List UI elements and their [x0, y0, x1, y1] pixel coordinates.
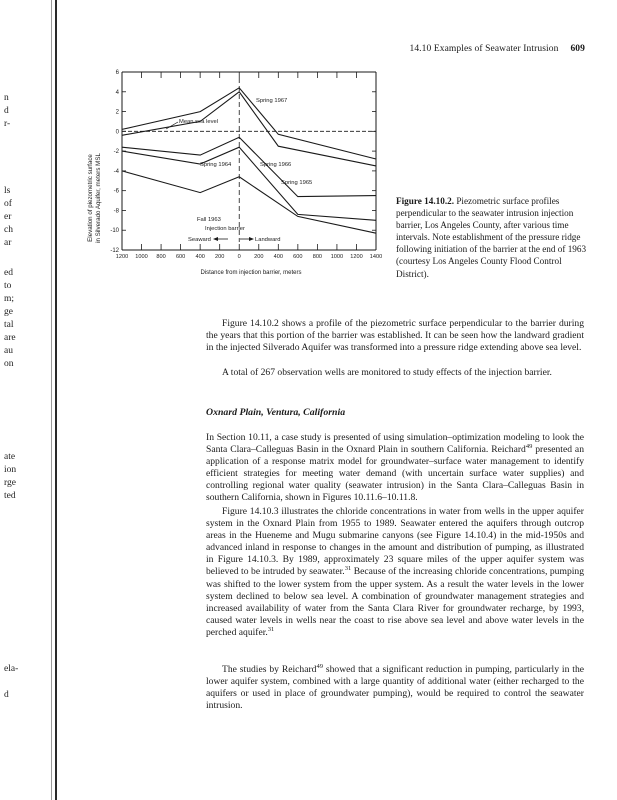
x-tick-label: 400: [195, 254, 205, 260]
facing-page-fragments-5: [4, 664, 38, 700]
fragment: ch: [4, 225, 13, 235]
fragment: ted: [4, 491, 16, 501]
caption-text: Piezometric surface profiles perpendicular to the seawater intrusion injection barrier, Los Angeles County, after various time intervals. Note establishment of the pressure ridge following initiation of the barrier at the end of 1963 (courtesy Los Angeles County Flood Control District).: [396, 196, 587, 279]
paragraph-text: In Section 10.11, a case study is presented of using simulation–optimization modeling to look the Santa Clara–Calleguas Basin in the Oxnard Plain in southern California. Reichard: [206, 432, 584, 456]
figure-caption: [396, 195, 591, 280]
series-layer: [122, 88, 376, 233]
y-tick-label: -6: [113, 188, 119, 195]
fragment: r-: [4, 119, 11, 129]
reference-superscript: 49: [525, 442, 533, 450]
fragment: au: [4, 346, 13, 356]
fragment: n: [4, 93, 9, 103]
landward-label: Landward: [255, 237, 281, 243]
x-tick-label: 600: [175, 254, 186, 260]
paragraph-text: Figure 14.10.3 illustrates the chloride concentrations in water from wells in the upper aquifer system in the Oxnard Plain from 1955 to 1989. Seawater entered the aquifers through outcrop areas in the Hueneme and Mugu submarine canyons (see Figure 14.10.4) in the mid-1950s and advanced inland in response to changes in the amount and distribution of pumping, as illustrated in Figure 14.10.3. By 1989, approximately 23 square miles of the upper aquifer system was believed to be intruded by seawater.: [206, 506, 584, 578]
y-tick-label: -8: [113, 208, 119, 215]
paragraph-text: The studies by Reichard: [222, 664, 317, 675]
x-tick-label: 800: [312, 254, 323, 260]
x-axis-title: Distance from injection barrier, meters: [200, 270, 302, 276]
fragment: m;: [4, 294, 15, 304]
paragraph-chloride: [206, 506, 584, 639]
series-line-spring-1966: [122, 92, 376, 166]
mean-sea-level-label: Mean sea level: [179, 119, 218, 125]
x-tick-label: 200: [215, 254, 225, 260]
caption-label: Figure 14.10.2.: [396, 196, 455, 206]
y-tick-label: -4: [113, 168, 119, 175]
page-gutter: [55, 0, 57, 800]
series-line-spring-1967: [122, 88, 376, 159]
y-tick-label: -12: [110, 248, 119, 254]
facing-page-fragments-4: [4, 452, 38, 501]
section-heading: Oxnard Plain, Ventura, California: [206, 407, 346, 418]
facing-page-fragments-1: [4, 93, 38, 129]
running-head: [409, 44, 585, 54]
reference-superscript: 31: [267, 625, 275, 633]
reference-superscript: 31: [344, 565, 352, 573]
fragment: to: [4, 281, 12, 291]
series-line-spring-1965: [122, 137, 376, 196]
paragraph-text: presented an application of a response matrix model for groundwater–surface water management to identify efficient strategies for meeting water demand (with uncertain surface water supplies) and controlling regional water quality (seawater intrusion) in the Santa Clara–Calleguas Basin in southern California, shown in Figures 10.11.6–10.11.8.: [206, 444, 584, 504]
paragraph-text: Because of the increasing chloride concentrations, pumping was shifted to the lower system from the upper system. As a result the water levels in the lower system declined to below sea level. A combination of groundwater management strategies and increased availability of water from the Santa Clara River for groundwater recharge, by 1993, caused water levels in wells near the coast to rise above sea level and above water levels in the perched aquifer.: [206, 566, 584, 638]
fragment: ion: [4, 465, 17, 475]
page-gutter-shadow: [51, 0, 52, 800]
x-tick-label: 1200: [115, 254, 129, 260]
piezometric-profile-chart: [80, 58, 383, 288]
fragment: on: [4, 359, 14, 369]
paragraph-reichard-study: [206, 664, 584, 712]
injection-barrier-label: Injection barrier: [205, 226, 245, 232]
paragraph-text: Figure 14.10.2 shows a profile of the piezometric surface perpendicular to the barrier during the years that this portion of the barrier was established. It can be seen how the landward gradient in the injected Silverado Aquifer was transformed into a pressure ridge extending above sea level.: [206, 318, 584, 354]
fragment: [4, 677, 38, 687]
y-tick-label: -2: [113, 149, 119, 156]
fragment: er: [4, 212, 12, 222]
x-tick-label: 1400: [369, 254, 383, 260]
series-label-fall-1963: Fall 1963: [197, 217, 221, 223]
paragraph-figure-description: [206, 318, 584, 354]
fragment: ar: [4, 238, 12, 248]
page-number: 609: [570, 44, 585, 54]
y-tick-label: 2: [115, 109, 119, 116]
x-tick-label: 0: [237, 254, 241, 260]
x-tick-label: 400: [273, 254, 283, 260]
y-axis-title-line2: in Silverado Aquifer, meters MSL: [95, 153, 102, 243]
y-tick-label: 4: [115, 89, 119, 96]
x-tick-label: 1200: [350, 254, 363, 260]
x-tick-label: 1000: [135, 254, 148, 260]
paragraph-text: showed that a significant reduction in pumping, particularly in the lower aquifer system, combined with a large quantity of additional water (either recharged to the aquifers or used in place of groundwater pumping), would be required to control the seawater intrusion.: [206, 664, 584, 712]
facing-page-fragments-2: [4, 186, 38, 248]
y-tick-label: -10: [110, 228, 119, 235]
paragraph-text: A total of 267 observation wells are monitored to study effects of the injection barrier.: [222, 367, 552, 378]
x-tick-label: 200: [254, 254, 264, 260]
fragment: rge: [4, 478, 16, 488]
series-label-spring-1967: Spring 1967: [256, 98, 288, 104]
fragment: ls: [4, 186, 11, 196]
series-label-spring-1966: Spring 1966: [260, 162, 292, 168]
fragment: d: [4, 106, 9, 116]
fragment: tal: [4, 320, 14, 330]
y-axis-title-line1: Elevation of piezometric surface: [87, 154, 94, 242]
facing-page-fragments-3: [4, 268, 38, 369]
seaward-label: Seaward: [188, 237, 211, 243]
landward-arrow: [240, 237, 254, 241]
fragment: of: [4, 199, 12, 209]
x-tick-label: 1000: [330, 254, 344, 260]
x-tick-label: 800: [156, 254, 166, 260]
series-line-fall-1963: [122, 171, 376, 233]
series-label-spring-1964: Spring 1964: [200, 162, 232, 168]
paragraph-observation-wells: [206, 367, 584, 379]
series-label-spring-1965: Spring 1965: [281, 180, 313, 186]
fragment: ate: [4, 452, 16, 462]
paragraph-oxnard-intro: [206, 432, 584, 505]
fragment: are: [4, 333, 16, 343]
y-tick-label: 0: [115, 129, 119, 136]
running-head-title: 14.10 Examples of Seawater Intrusion: [409, 44, 559, 54]
x-tick-label: 600: [293, 254, 303, 260]
y-tick-label: 6: [115, 70, 119, 76]
reference-superscript: 49: [316, 662, 323, 670]
fragment: d: [4, 690, 9, 700]
fragment: ge: [4, 307, 13, 317]
axes-layer: [110, 70, 382, 260]
fragment: ela-: [4, 664, 19, 674]
seaward-arrow: [213, 237, 228, 241]
fragment: ed: [4, 268, 13, 278]
